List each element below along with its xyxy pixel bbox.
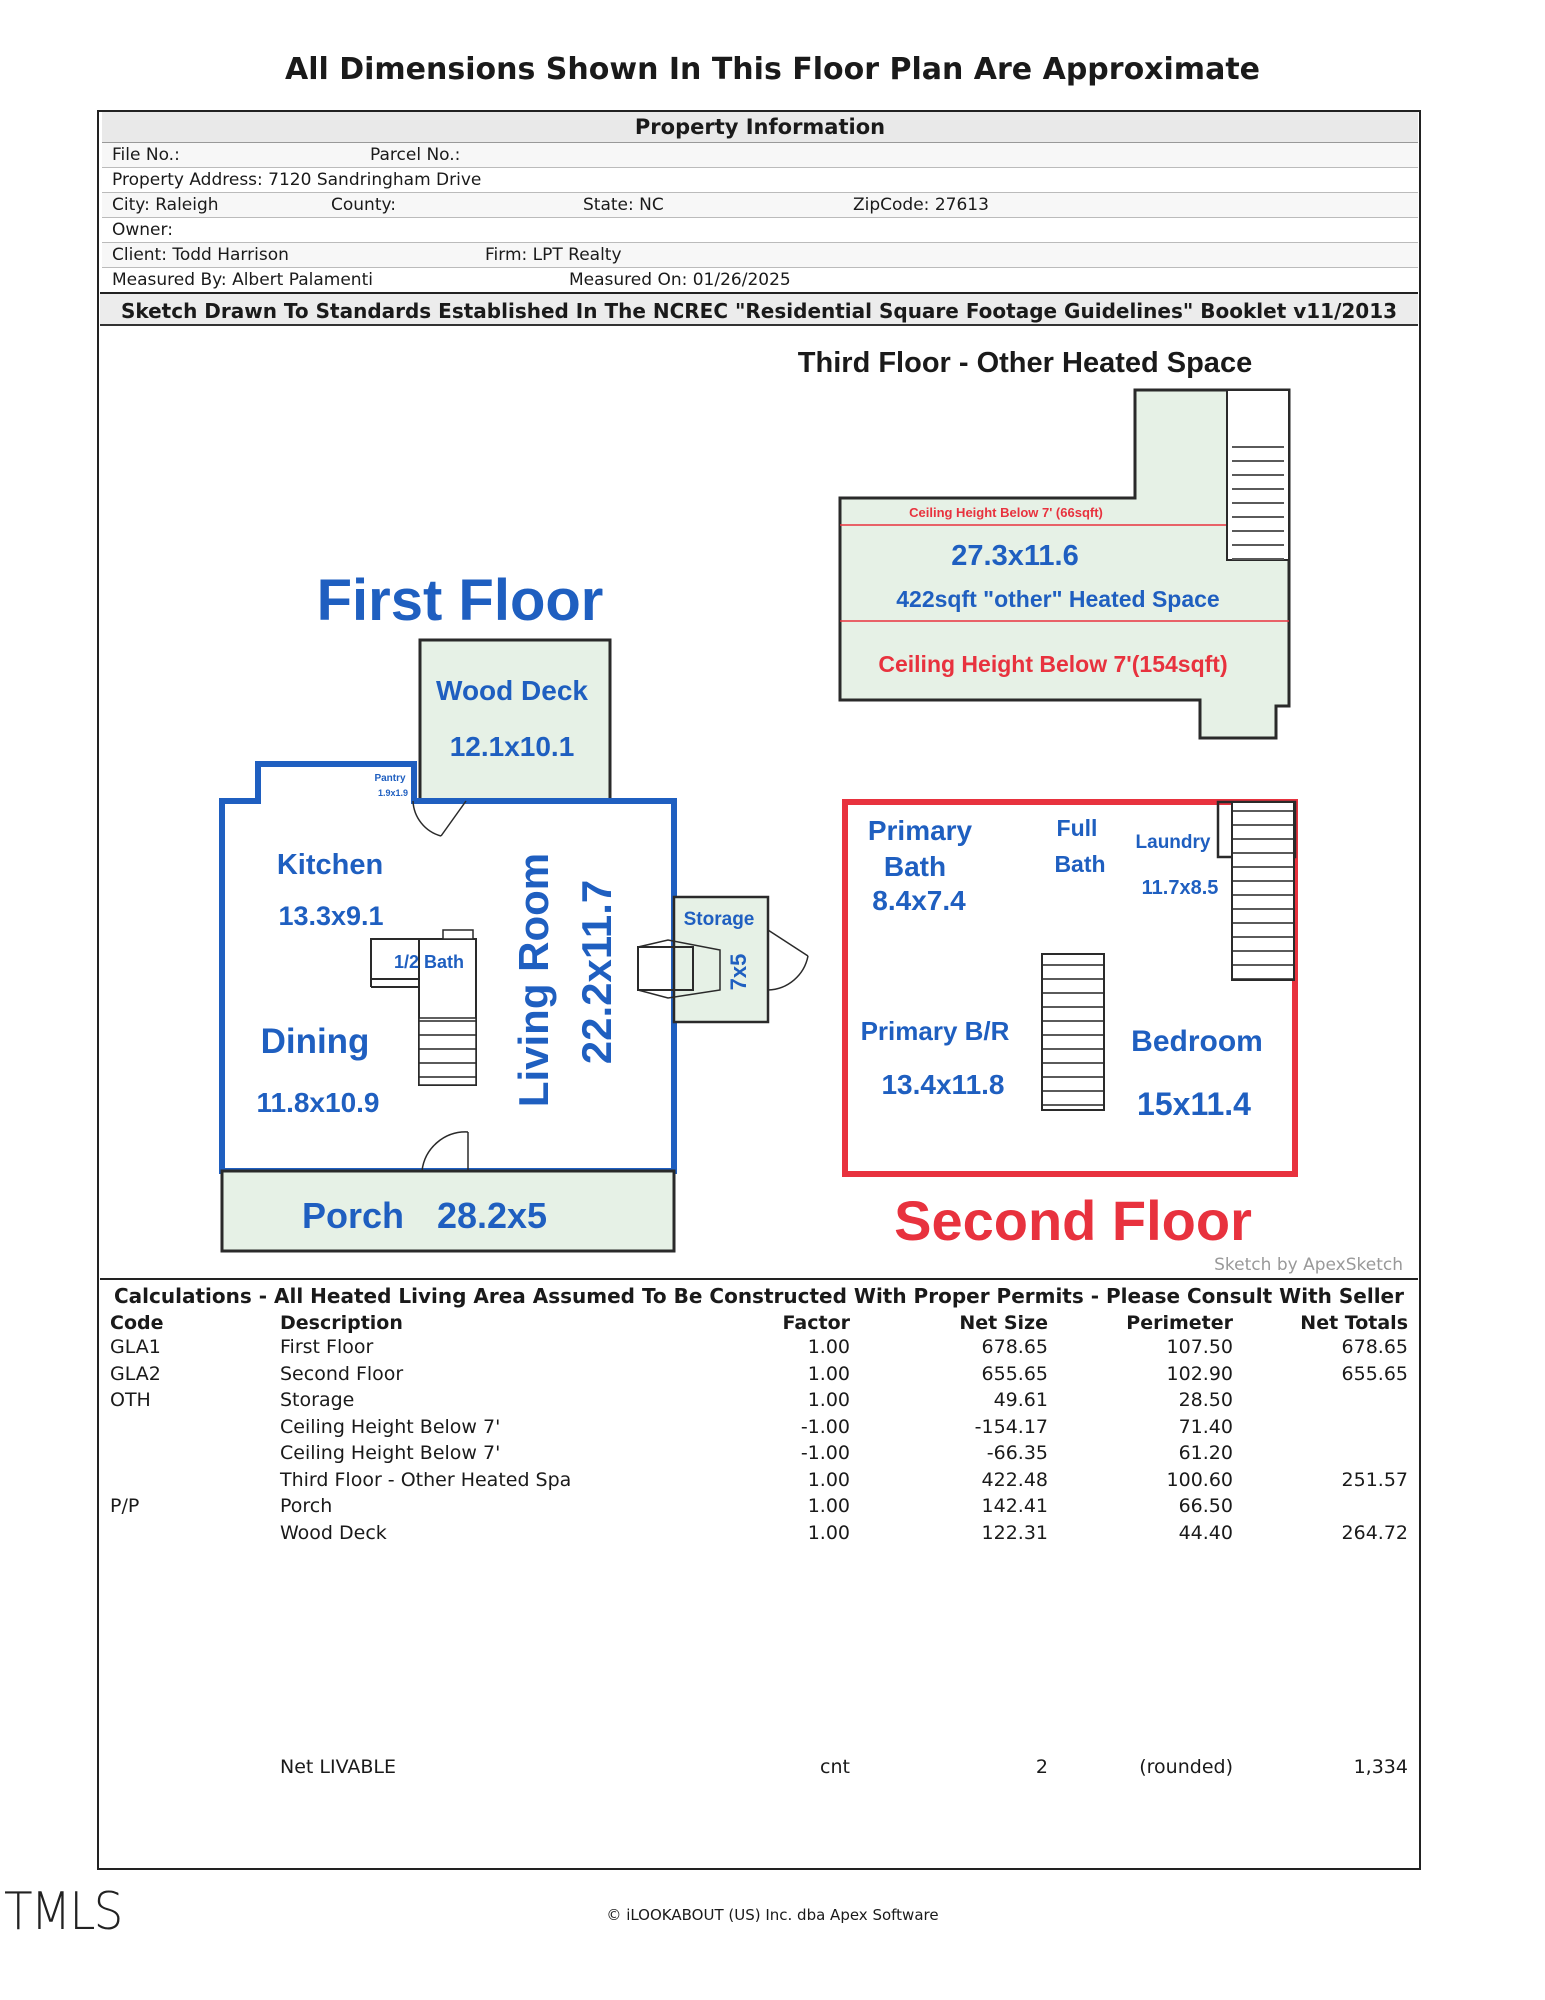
row-perimeter: 66.50: [1178, 1495, 1233, 1517]
net-livable-factor: cnt: [820, 1756, 850, 1778]
calculations-title: Calculations - All Heated Living Area Assumed To Be Constructed With Proper Permits - Please Consult With Seller: [114, 1284, 1404, 1308]
primary-bath-label: Primary: [867, 815, 973, 846]
measured-by: Measured By: Albert Palamenti: [112, 270, 373, 290]
row-net-total: 264.72: [1341, 1521, 1408, 1544]
dining-label: Dining: [260, 1022, 370, 1061]
calculations-section: [100, 1278, 1418, 1870]
client: Client: Todd Harrison: [112, 245, 289, 265]
porch-label: Porch: [301, 1195, 405, 1236]
third-floor-title: Third Floor - Other Heated Space: [797, 347, 1253, 379]
row-net-size: 422.48: [981, 1468, 1048, 1491]
first-floor-title: First Floor: [316, 568, 604, 633]
row-perimeter: 61.20: [1178, 1442, 1233, 1464]
standards-banner: Sketch Drawn To Standards Established In The NCREC "Residential Square Footage Guidelines" Booklet v11/2013: [100, 292, 1418, 326]
header-net-totals: Net Totals: [1300, 1312, 1408, 1334]
primary-br-dims: 13.4x11.8: [881, 1069, 1005, 1100]
vanity: [443, 930, 473, 939]
row-factor: 1.00: [807, 1362, 850, 1385]
row-net-size: 142.41: [981, 1495, 1048, 1517]
row-perimeter: 71.40: [1178, 1415, 1233, 1438]
row-description: Ceiling Height Below 7': [280, 1415, 501, 1438]
row-net-total: 655.65: [1341, 1362, 1408, 1385]
storage-dims: 7x5: [726, 953, 751, 991]
primary-bath-label-2: Bath: [883, 851, 947, 882]
wood-deck-area: [420, 640, 610, 802]
row-perimeter: 102.90: [1166, 1362, 1233, 1385]
row-factor: 1.00: [807, 1389, 850, 1411]
row-description: Third Floor - Other Heated Spa: [280, 1468, 572, 1491]
stair-treads: [1232, 442, 1284, 560]
row-net-total: 678.65: [1341, 1336, 1408, 1358]
row-code: GLA2: [110, 1362, 161, 1385]
wood-deck-label: Wood Deck: [436, 675, 588, 706]
property-address: Property Address: 7120 Sandringham Drive: [112, 170, 482, 190]
first-floor-stairs: [419, 1018, 476, 1085]
row-description: Porch: [280, 1495, 333, 1517]
bedroom-dims: 15x11.4: [1137, 1086, 1251, 1122]
storage-label: Storage: [683, 909, 755, 930]
storage-door-swing: [768, 956, 808, 990]
full-bath-label: Full: [1056, 815, 1098, 841]
row-net-size: 49.61: [993, 1389, 1048, 1411]
net-livable-label: Net LIVABLE: [280, 1756, 396, 1778]
page-title: All Dimensions Shown In This Floor Plan Are Approximate: [285, 52, 1260, 87]
footer-copyright: © iLOOKABOUT (US) Inc. dba Apex Software: [606, 1906, 939, 1924]
parcel-no: Parcel No.:: [370, 145, 461, 165]
third-floor-dims: 27.3x11.6: [951, 540, 1079, 572]
header-perimeter: Perimeter: [1126, 1312, 1233, 1334]
header-description: Description: [280, 1312, 403, 1334]
living-room-dims: 22.2x11.7: [573, 879, 620, 1065]
row-perimeter: 28.50: [1178, 1389, 1233, 1411]
sketch-credit: Sketch by ApexSketch: [1214, 1255, 1403, 1275]
row-factor: 1.00: [807, 1495, 850, 1517]
wood-deck-dims: 12.1x10.1: [449, 731, 575, 762]
file-no: File No.:: [112, 145, 180, 165]
row-net-size: 678.65: [981, 1336, 1048, 1358]
second-floor-stairs: [1042, 954, 1104, 1110]
net-livable-rounded: (rounded): [1139, 1756, 1233, 1778]
header-net-size: Net Size: [959, 1312, 1048, 1334]
full-bath-label-2: Bath: [1054, 851, 1106, 877]
row-perimeter: 100.60: [1166, 1468, 1233, 1491]
row-perimeter: 44.40: [1178, 1521, 1233, 1544]
third-ceiling-top-label: Ceiling Height Below 7' (66sqft): [909, 505, 1103, 520]
row-code: OTH: [110, 1389, 151, 1411]
laundry-dims: 11.7x8.5: [1141, 877, 1219, 899]
net-livable-count: 2: [1035, 1756, 1048, 1778]
row-code: GLA1: [110, 1336, 161, 1358]
laundry-label: Laundry: [1135, 832, 1211, 853]
kitchen-dims: 13.3x9.1: [278, 901, 384, 931]
dining-dims: 11.8x10.9: [256, 1087, 380, 1118]
row-factor: 1.00: [807, 1468, 850, 1491]
row-description: Second Floor: [280, 1362, 404, 1385]
third-floor-area: 422sqft "other" Heated Space: [896, 586, 1220, 612]
county: County:: [331, 195, 397, 215]
porch-dims: 28.2x5: [436, 1195, 548, 1236]
second-floor-upper-stairs: [1232, 802, 1294, 980]
half-bath-label: 1/2 Bath: [393, 952, 465, 972]
net-livable-total: 1,334: [1353, 1756, 1408, 1778]
header-code: Code: [110, 1312, 164, 1334]
zip-code: ZipCode: 27613: [853, 195, 989, 215]
row-code: P/P: [110, 1495, 140, 1517]
row-net-size: 655.65: [981, 1362, 1048, 1385]
row-net-total: 251.57: [1341, 1468, 1408, 1491]
row-factor: 1.00: [807, 1521, 850, 1544]
primary-bath-dims: 8.4x7.4: [872, 885, 966, 916]
row-factor: -1.00: [800, 1442, 850, 1464]
row-description: Ceiling Height Below 7': [280, 1442, 501, 1464]
row-factor: 1.00: [807, 1336, 850, 1358]
measured-on: Measured On: 01/26/2025: [569, 270, 791, 290]
pantry-dims: 1.9x1.9: [377, 788, 409, 798]
row-description: First Floor: [280, 1336, 374, 1358]
tmls-watermark: TMLS: [4, 1882, 122, 1942]
row-factor: -1.00: [800, 1415, 850, 1438]
row-net-size: -66.35: [986, 1442, 1048, 1464]
owner: Owner:: [112, 220, 173, 240]
storage-door: [768, 930, 808, 956]
property-info-heading: Property Information: [102, 112, 1418, 143]
pantry-label: Pantry: [374, 773, 406, 784]
living-room-label: Living Room: [510, 852, 557, 1108]
primary-br-label: Primary B/R: [860, 1016, 1010, 1046]
kitchen-label: Kitchen: [276, 849, 384, 881]
row-description: Storage: [280, 1389, 355, 1411]
row-description: Wood Deck: [280, 1521, 387, 1544]
city: City: Raleigh: [112, 195, 219, 215]
third-ceiling-bottom-label: Ceiling Height Below 7'(154sqft): [878, 651, 1228, 677]
row-net-size: -154.17: [974, 1415, 1048, 1438]
firm: Firm: LPT Realty: [485, 245, 622, 265]
header-factor: Factor: [782, 1312, 850, 1334]
state: State: NC: [583, 195, 664, 215]
row-net-size: 122.31: [981, 1521, 1048, 1544]
row-perimeter: 107.50: [1166, 1336, 1233, 1358]
second-floor-title: Second Floor: [894, 1189, 1252, 1252]
bedroom-label: Bedroom: [1131, 1025, 1263, 1058]
